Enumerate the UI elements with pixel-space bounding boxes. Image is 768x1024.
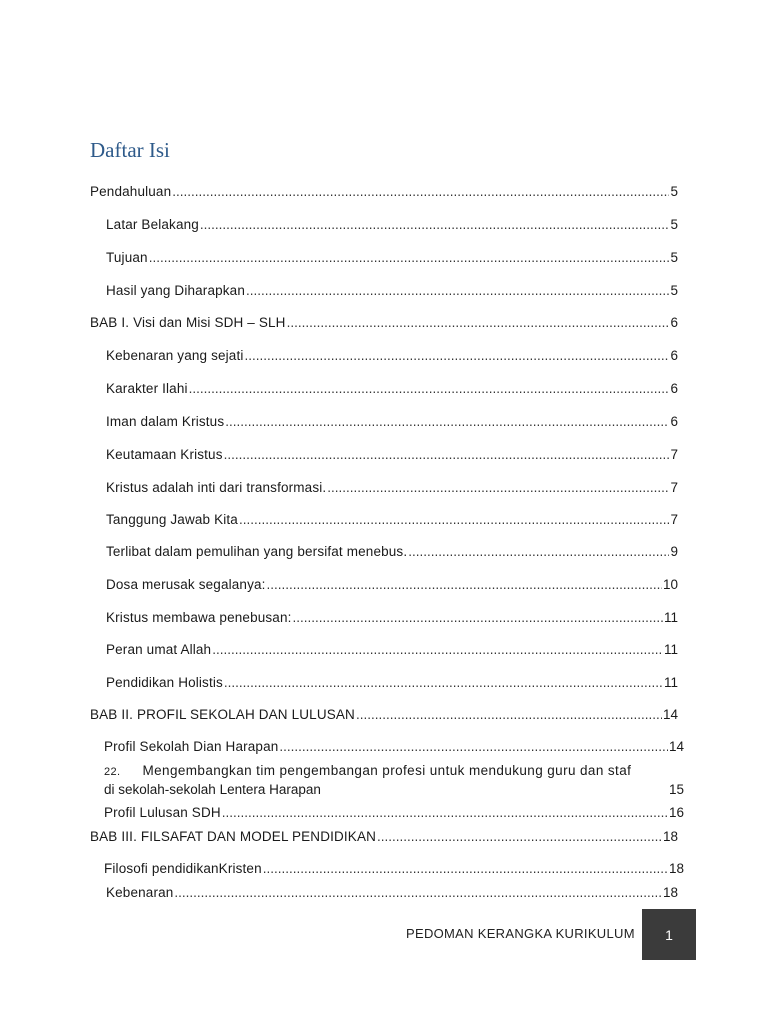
toc-entry[interactable] [106,413,678,431]
toc-leader-dots [149,249,670,267]
toc-leader-dots [189,380,670,398]
page-number-box [642,909,696,960]
toc-entry[interactable] [106,347,678,365]
toc-entry[interactable] [106,543,678,561]
toc-entry-page: 16 [668,805,684,820]
toc-entry-text: Kebenaran yang sejati [106,348,244,363]
toc-entry-text: Latar Belakang [106,217,199,232]
toc-entry[interactable] [106,446,678,464]
toc-entry-text: BAB III. FILSAFAT DAN MODEL PENDIDIKAN [90,829,377,844]
toc-leader-dots [222,804,668,822]
toc-entry[interactable] [90,828,678,846]
toc-entry-text: Iman dalam Kristus [106,414,225,429]
toc-entry-page: 5 [670,184,678,199]
toc-entry[interactable] [106,282,678,300]
toc-entry[interactable] [106,641,678,659]
toc-entry-page: 18 [662,829,678,844]
toc-entry[interactable] [106,884,678,902]
toc-entry-text: Profil Sekolah Dian Harapan [104,739,279,754]
toc-leader-dots [327,479,669,497]
toc-leader-dots [225,413,669,431]
toc-entry[interactable] [106,249,678,267]
toc-leader-dots [263,860,668,878]
toc-entry-text: Dosa merusak segalanya: [106,577,266,592]
toc-entry-page: 18 [662,885,678,900]
toc-entry-text: Karakter Ilahi [106,381,188,396]
toc-entry-text: BAB I. Visi dan Misi SDH – SLH [90,315,286,330]
toc-entry[interactable] [104,860,684,878]
toc-entry[interactable] [106,216,678,234]
toc-entry-page: 15 [668,782,684,797]
toc-entry-page: 5 [670,217,678,232]
toc-leader-dots [356,706,662,724]
toc-entry-text: Tujuan [106,250,148,265]
toc-entry-text: Pendahuluan [90,184,172,199]
toc-leader-dots [174,884,662,902]
toc-entry-text: BAB II. PROFIL SEKOLAH DAN LULUSAN [90,707,355,722]
toc-entry-text: Filosofi pendidikanKristen [104,861,262,876]
toc-entry-page: 18 [668,861,684,876]
toc-entry-text-continued: di sekolah-sekolah Lentera Harapan [104,782,321,797]
toc-entry-page: 6 [670,414,678,429]
toc-entry-text: Peran umat Allah [106,642,212,657]
toc-leader-dots [287,314,670,332]
toc-entry[interactable] [106,576,678,594]
toc-entry-page: 5 [670,283,678,298]
toc-entry[interactable] [106,674,678,692]
toc-entry-page: 7 [670,512,678,527]
toc-title: Daftar Isi [90,138,170,162]
toc-entry-text: Pendidikan Holistis [106,675,223,690]
toc-leader-dots [279,738,668,756]
toc-entry[interactable] [90,183,678,201]
toc-entry-text: Profil Lulusan SDH [104,805,221,820]
toc-leader-dots [408,543,669,561]
toc-entry-page: 6 [670,315,678,330]
toc-entry-text: Terlibat dalam pemulihan yang bersifat menebus. [106,544,408,559]
footer-title: PEDOMAN KERANGKA KURIKULUM [406,926,635,941]
toc-leader-dots [200,216,670,234]
toc-entry-page: 5 [670,250,678,265]
toc-leader-dots [172,183,669,201]
toc-entry[interactable] [106,609,678,627]
toc-entry[interactable] [106,380,678,398]
toc-entry-page: 11 [663,610,678,625]
toc-entry[interactable] [90,314,678,332]
toc-entry[interactable] [90,706,678,724]
toc-entry-page: 9 [670,544,678,559]
toc-entry-page: 7 [670,480,678,495]
toc-entry-page: 14 [668,739,684,754]
toc-entry[interactable] [104,738,684,756]
toc-leader-dots [293,609,663,627]
toc-leader-dots [212,641,663,659]
page-number: 1 [665,926,673,943]
toc-entry-page: 6 [670,381,678,396]
toc-entry-page: 11 [663,642,678,657]
toc-entry[interactable] [104,804,684,822]
toc-leader-dots [224,446,670,464]
toc-entry-numbered[interactable] [104,762,684,799]
toc-entry[interactable] [106,511,678,529]
toc-entry-page: 14 [662,707,678,722]
toc-leader-dots [245,347,670,365]
toc-leader-dots [267,576,662,594]
toc-entry-page: 6 [670,348,678,363]
toc-entry-text: Kristus membawa penebusan: [106,610,292,625]
toc-leader-dots [224,674,663,692]
toc-leader-dots [377,828,662,846]
toc-entry-page: 7 [670,447,678,462]
toc-entry-text: Tanggung Jawab Kita [106,512,238,527]
toc-entry-text: Mengembangkan tim pengembangan profesi untuk mendukung guru dan staf [142,763,632,778]
toc-entry-text: Kristus adalah inti dari transformasi. [106,480,327,495]
toc-entry-text: Kebenaran [106,885,174,900]
toc-entry-page: 10 [662,577,678,592]
toc-entry[interactable] [106,479,678,497]
toc-entry-page: 11 [663,675,678,690]
toc-leader-dots [239,511,670,529]
toc-entry-number: 22. [104,766,121,778]
toc-entry-text: Hasil yang Diharapkan [106,283,245,298]
toc-leader-dots [246,282,670,300]
toc-entry-text: Keutamaan Kristus [106,447,223,462]
